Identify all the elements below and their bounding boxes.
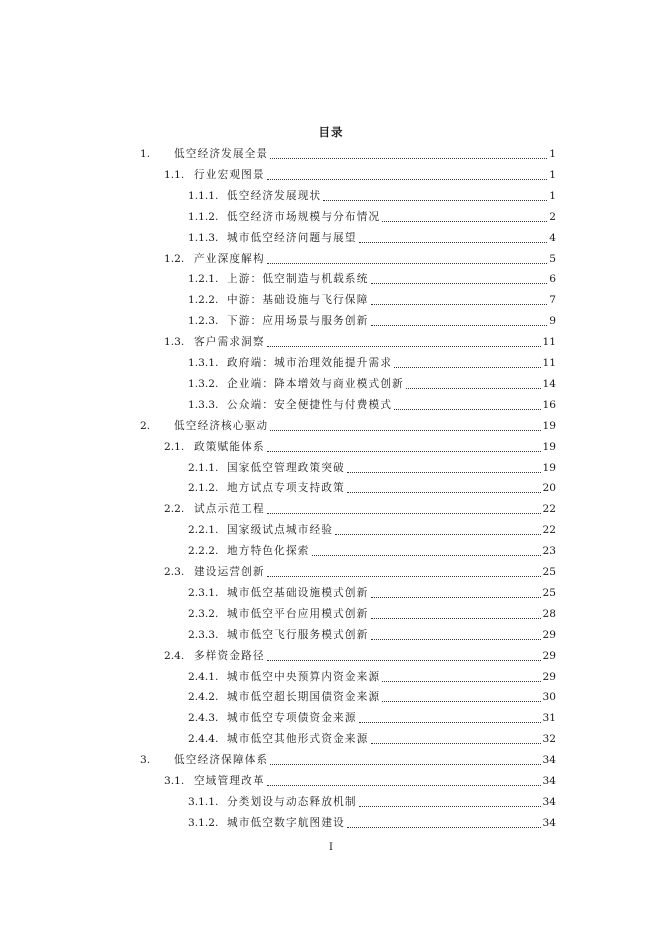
toc-entry-number: 1. [140, 148, 151, 160]
toc-entry[interactable] [164, 164, 556, 182]
toc-entry-page-number: 5 [549, 252, 556, 265]
toc-entry-title: 低空经济发展全景 [174, 148, 269, 160]
toc-entry-number: 2.3. [164, 566, 185, 578]
dot-leader [394, 400, 540, 410]
toc-entry-number: 1.2.3. [188, 315, 219, 328]
toc-entry-page-number: 1 [549, 148, 556, 160]
dot-leader [371, 734, 541, 744]
toc-entry-page-number: 4 [549, 231, 556, 244]
toc-entry[interactable] [188, 477, 556, 495]
toc-entry-page-number: 19 [542, 419, 556, 432]
dot-leader [371, 588, 541, 598]
dot-leader [267, 651, 541, 661]
toc-entry-page-number: 19 [542, 461, 556, 474]
toc-entry-page-number: 34 [542, 754, 556, 767]
toc-entry-number: 1.2.1. [188, 273, 219, 286]
toc-entry-title: 客户需求洞察 [194, 336, 265, 349]
toc-entry-number: 2.4.2. [188, 691, 219, 704]
toc-entry-page-number: 34 [542, 795, 556, 808]
dot-leader [382, 672, 540, 682]
dot-leader [267, 337, 541, 347]
toc-entry-page-number: 23 [542, 545, 556, 558]
toc-entry[interactable] [188, 812, 556, 830]
toc-entry[interactable] [188, 707, 556, 725]
toc-entry[interactable] [140, 143, 556, 161]
toc-entry-title: 试点示范工程 [194, 503, 265, 516]
toc-entry-title: 建设运营创新 [194, 566, 265, 578]
toc-entry-title: 低空经济发展现状 [227, 189, 322, 202]
toc-entry[interactable] [188, 686, 556, 704]
toc-entry[interactable] [188, 373, 556, 391]
toc-entry-number: 2.3.2. [188, 607, 219, 620]
toc-entry[interactable] [188, 206, 556, 224]
toc-entry[interactable] [188, 227, 556, 245]
toc-entry-title: 城市低空超长期国债资金来源 [227, 691, 381, 704]
dot-leader [347, 463, 541, 473]
toc-entry-title: 城市低空经济问题与展望 [227, 231, 357, 244]
dot-leader [371, 295, 548, 305]
toc-entry-number: 1.1.2. [188, 210, 219, 223]
toc-entry-page-number: 9 [549, 315, 556, 328]
toc-entry[interactable] [188, 310, 556, 328]
toc-entry-page-number: 22 [542, 524, 556, 537]
toc-entry[interactable] [188, 268, 556, 286]
dot-leader [270, 755, 540, 765]
toc-entry-title: 政策赋能体系 [194, 440, 265, 453]
dot-leader [347, 483, 541, 493]
toc-entry-number: 2.4.4. [188, 733, 219, 746]
toc-entry-page-number: 29 [542, 628, 556, 641]
toc-entry[interactable] [164, 436, 556, 454]
dot-leader [406, 379, 541, 389]
dot-leader [267, 170, 547, 180]
toc-entry-number: 3.1.2. [188, 816, 219, 829]
toc-entry[interactable] [188, 289, 556, 307]
toc-entry[interactable] [188, 728, 556, 746]
toc-entry[interactable] [188, 519, 556, 537]
toc-entry-page-number: 34 [542, 816, 556, 829]
toc-entry-page-number: 2 [549, 210, 556, 223]
toc-entry-page-number: 11 [542, 336, 556, 349]
toc-entry[interactable] [140, 415, 556, 433]
dot-leader [323, 191, 547, 201]
dot-leader [267, 442, 541, 452]
dot-leader [270, 149, 547, 159]
toc-entry-number: 2.4.3. [188, 712, 219, 725]
toc-entry-number: 2.2. [164, 503, 185, 516]
toc-entry-title: 城市低空其他形式资金来源 [227, 733, 369, 746]
toc-entry-title: 分类划设与动态释放机制 [227, 795, 357, 808]
toc-entry-page-number: 25 [542, 566, 556, 578]
toc-entry-number: 2.3.1. [188, 586, 219, 599]
toc-entry-page-number: 7 [549, 294, 556, 307]
dot-leader [267, 504, 541, 514]
toc-entry-number: 1.3. [164, 336, 185, 349]
dot-leader [312, 546, 541, 556]
toc-title: 目录 [318, 125, 344, 139]
toc-entry-title: 低空经济保障体系 [174, 754, 269, 767]
toc-entry-page-number: 14 [542, 377, 556, 390]
toc-entry-number: 1.3.2. [188, 377, 219, 390]
toc-entry-page-number: 19 [542, 440, 556, 453]
toc-entry-number: 2.4. [164, 649, 185, 662]
toc-entry-title: 城市低空飞行服务模式创新 [227, 628, 369, 641]
toc-entry[interactable] [188, 352, 556, 370]
dot-leader [371, 630, 541, 640]
toc-entry-page-number: 25 [542, 586, 556, 599]
toc-entry-title: 上游：低空制造与机载系统 [227, 273, 369, 286]
toc-entry-number: 1.3.1. [188, 357, 219, 369]
toc-entry-number: 1.1.3. [188, 231, 219, 244]
dot-leader [267, 567, 541, 577]
toc-entry[interactable] [188, 582, 556, 600]
toc-entry-title: 地方特色化探索 [227, 545, 310, 558]
dot-leader [335, 525, 540, 535]
toc-entry-title: 城市低空平台应用模式创新 [227, 607, 369, 620]
toc-entry[interactable] [188, 624, 556, 642]
toc-entry-page-number: 11 [542, 357, 556, 369]
dot-leader [371, 316, 548, 326]
toc-entry-page-number: 22 [542, 503, 556, 516]
dot-leader [371, 609, 541, 619]
toc-entry-page-number: 6 [549, 273, 556, 286]
toc-entry-number: 2.2.1. [188, 524, 219, 537]
toc-entry-page-number: 29 [542, 649, 556, 662]
toc-entry-number: 1.3.3. [188, 398, 219, 411]
toc-entry-title: 空域管理改革 [194, 775, 265, 787]
toc-entry-title: 低空经济核心驱动 [174, 419, 269, 432]
toc-entry-number: 3. [140, 754, 151, 767]
toc-entry[interactable] [140, 749, 556, 767]
toc-entry[interactable] [164, 498, 556, 516]
toc-entry[interactable] [188, 457, 556, 475]
toc-entry-page-number: 30 [542, 691, 556, 704]
toc-entry-title: 下游：应用场景与服务创新 [227, 315, 369, 328]
toc-entry[interactable] [188, 185, 556, 203]
dot-leader [394, 358, 540, 368]
toc-entry-page-number: 28 [542, 607, 556, 620]
toc-entry-page-number: 32 [542, 733, 556, 746]
dot-leader [382, 692, 540, 702]
toc-entry[interactable] [164, 248, 556, 266]
toc-entry-title: 公众端：安全便捷性与付费模式 [227, 398, 393, 411]
toc-entry-title: 产业深度解构 [194, 252, 265, 265]
toc-entry-title: 城市低空专项债资金来源 [227, 712, 357, 725]
toc-entry[interactable] [188, 603, 556, 621]
dot-leader [347, 818, 541, 828]
dot-leader [270, 421, 540, 431]
toc-entry[interactable] [164, 561, 556, 579]
toc-entry-title: 多样资金路径 [194, 649, 265, 662]
toc-entry-number: 1.1.1. [188, 189, 219, 202]
dot-leader [382, 212, 547, 222]
toc-entry[interactable] [164, 770, 556, 788]
toc-entry-number: 2.1. [164, 440, 185, 453]
toc-entry-page-number: 34 [542, 775, 556, 787]
dot-leader [267, 776, 541, 786]
toc-entry-number: 3.1. [164, 775, 185, 787]
toc-entry[interactable] [164, 331, 556, 349]
toc-entry-page-number: 20 [542, 482, 556, 495]
toc-entry[interactable] [188, 666, 556, 684]
dot-leader [371, 274, 548, 284]
toc-entry-number: 1.1. [164, 168, 185, 181]
toc-entry-title: 低空经济市场规模与分布情况 [227, 210, 381, 223]
toc-entry-title: 行业宏观图景 [194, 168, 265, 181]
toc-entry-title: 城市低空基础设施模式创新 [227, 586, 369, 599]
toc-entry-number: 2.2.2. [188, 545, 219, 558]
toc-entry-number: 1.2.2. [188, 294, 219, 307]
dot-leader [359, 797, 541, 807]
dot-leader [359, 233, 548, 243]
toc-entry-title: 企业端：降本增效与商业模式创新 [227, 377, 404, 390]
toc-entry-page-number: 1 [549, 168, 556, 181]
toc-entry-page-number: 16 [542, 398, 556, 411]
toc-entry[interactable] [188, 791, 556, 809]
toc-entry-title: 城市低空数字航图建设 [227, 816, 345, 829]
toc-entry-title: 国家级试点城市经验 [227, 524, 334, 537]
toc-entry-number: 3.1.1. [188, 795, 219, 808]
toc-entry[interactable] [164, 645, 556, 663]
toc-entry-title: 中游：基础设施与飞行保障 [227, 294, 369, 307]
toc-entry-number: 2.4.1. [188, 670, 219, 683]
toc-entry-title: 地方试点专项支持政策 [227, 482, 345, 495]
dot-leader [359, 713, 541, 723]
toc-entry-page-number: 1 [549, 189, 556, 202]
toc-entry-page-number: 29 [542, 670, 556, 683]
toc-entry-number: 2.3.3. [188, 628, 219, 641]
dot-leader [267, 254, 547, 264]
toc-entry-title: 国家低空管理政策突破 [227, 461, 345, 474]
toc-entry[interactable] [188, 394, 556, 412]
toc-entry-page-number: 31 [542, 712, 556, 725]
toc-entry-number: 2.1.2. [188, 482, 219, 495]
toc-entry-number: 2. [140, 419, 151, 432]
toc-entry-title: 城市低空中央预算内资金来源 [227, 670, 381, 683]
toc-entry[interactable] [188, 540, 556, 558]
toc-entry-title: 政府端：城市治理效能提升需求 [227, 357, 393, 369]
toc-entry-number: 2.1.1. [188, 461, 219, 474]
page-number: I [329, 842, 333, 853]
toc-entry-number: 1.2. [164, 252, 185, 265]
